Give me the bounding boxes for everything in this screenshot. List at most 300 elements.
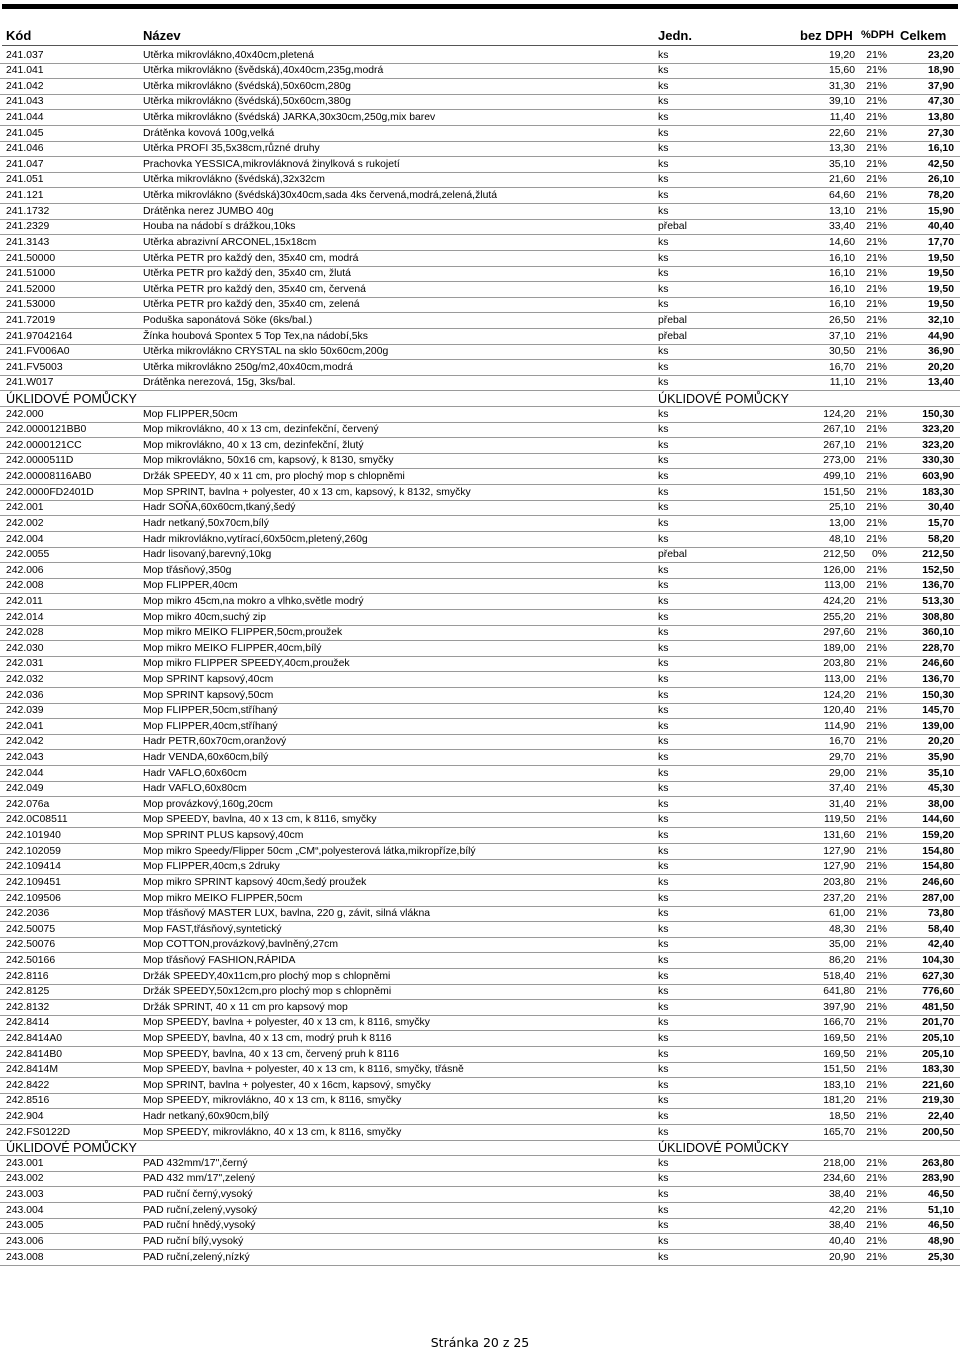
item-price: 234,60 <box>823 1173 855 1185</box>
item-unit: ks <box>658 1251 669 1263</box>
item-name: Mop SPRINT, bavlna + polyester, 40 x 16cm, kapsový, smyčky <box>143 1079 431 1091</box>
table-row <box>0 1234 960 1250</box>
item-price: 113,00 <box>823 580 855 592</box>
table-row <box>0 782 960 798</box>
item-price: 641,80 <box>823 986 855 998</box>
item-total: 19,50 <box>927 252 954 264</box>
item-vat: 21% <box>866 221 887 233</box>
item-code: 241.W017 <box>6 377 54 389</box>
item-code: 242.109451 <box>6 876 61 888</box>
item-name: Mop mikro 45cm,na mokro a vlhko,světle modrý <box>143 595 364 607</box>
item-total: 19,50 <box>927 299 954 311</box>
item-code: 241.121 <box>6 190 44 202</box>
item-name: Utěrka mikrovlákno 250g/m2,40x40cm,modrá <box>143 361 353 373</box>
item-vat: 21% <box>866 876 887 888</box>
item-name: Žínka houbová Spontex 5 Top Tex,na nádobí,5ks <box>143 330 368 342</box>
item-name: Mop mikro MEIKO FLIPPER,50cm,proužek <box>143 627 343 639</box>
item-code: 241.041 <box>6 65 44 77</box>
item-code: 242.8132 <box>6 1001 50 1013</box>
item-price: 181,20 <box>823 1095 855 1107</box>
item-unit: ks <box>658 65 669 77</box>
table-row <box>0 1000 960 1016</box>
item-price: 166,70 <box>823 1017 855 1029</box>
item-price: 126,00 <box>823 564 855 576</box>
item-total: 150,30 <box>922 689 954 701</box>
item-price: 37,10 <box>828 330 855 342</box>
item-unit: ks <box>658 486 669 498</box>
item-code: 241.043 <box>6 96 44 108</box>
item-name: Utěrka PROFI 35,5x38cm,různé druhy <box>143 143 320 155</box>
table-row <box>0 610 960 626</box>
item-code: 242.044 <box>6 767 44 779</box>
item-price: 64,60 <box>828 190 855 202</box>
item-name: Mop mikro Speedy/Flipper 50cm „CM“,polyesterová látka,mikropříze,bílý <box>143 845 476 857</box>
item-total: 776,60 <box>922 986 954 998</box>
item-unit: ks <box>658 658 669 670</box>
item-unit: ks <box>658 174 669 186</box>
table-row <box>0 438 960 454</box>
item-code: 241.042 <box>6 80 44 92</box>
item-total: 42,50 <box>927 158 954 170</box>
item-code: 241.037 <box>6 49 44 61</box>
item-name: Mop FLIPPER,50cm,stříhaný <box>143 705 278 717</box>
item-total: 104,30 <box>922 954 954 966</box>
item-code: 243.008 <box>6 1251 44 1263</box>
item-code: 241.3143 <box>6 236 50 248</box>
item-vat: 21% <box>866 252 887 264</box>
item-unit: ks <box>658 236 669 248</box>
table-header <box>0 0 960 48</box>
item-vat: 21% <box>866 845 887 857</box>
item-vat: 21% <box>866 174 887 186</box>
item-total: 205,10 <box>922 1048 954 1060</box>
item-name: Utěrka PETR pro každý den, 35x40 cm, červená <box>143 283 366 295</box>
table-row <box>0 329 960 345</box>
item-vat: 21% <box>866 705 887 717</box>
item-vat: 21% <box>866 330 887 342</box>
item-total: 26,10 <box>927 174 954 186</box>
item-name: Utěrka mikrovlákno (švédská) JARKA,30x30cm,250g,mix barev <box>143 112 436 124</box>
item-code: 242.0000121CC <box>6 439 82 451</box>
table-row <box>0 907 960 923</box>
table-row <box>0 142 960 158</box>
item-vat: 21% <box>866 502 887 514</box>
table-row <box>0 1203 960 1219</box>
item-price: 37,40 <box>828 783 855 795</box>
item-name: Utěrka mikrovlákno (švédská),32x32cm <box>143 174 325 186</box>
item-total: 47,30 <box>927 96 954 108</box>
item-code: 242.004 <box>6 533 44 545</box>
item-unit: ks <box>658 190 669 202</box>
item-unit: ks <box>658 1220 669 1232</box>
item-price: 11,10 <box>829 377 855 389</box>
item-unit: ks <box>658 970 669 982</box>
item-price: 21,60 <box>828 174 855 186</box>
item-name: Mop SPEEDY, bavlna, 40 x 13 cm, k 8116, smyčky <box>143 814 377 826</box>
table-row <box>0 641 960 657</box>
item-code: 242.101940 <box>6 830 61 842</box>
item-code: 242.0000FD2401D <box>6 486 94 498</box>
item-price: 31,40 <box>828 798 855 810</box>
item-total: 27,30 <box>927 127 954 139</box>
item-price: 18,50 <box>828 1111 855 1123</box>
item-price: 297,60 <box>823 627 855 639</box>
item-code: 241.046 <box>6 143 44 155</box>
item-unit: přebal <box>658 330 687 342</box>
item-name: PAD ruční hnědý,vysoký <box>143 1220 256 1232</box>
table-row <box>0 1156 960 1172</box>
item-total: 38,00 <box>927 798 954 810</box>
item-total: 40,40 <box>927 221 954 233</box>
item-price: 86,20 <box>828 954 855 966</box>
item-price: 127,90 <box>823 845 855 857</box>
item-code: 242.008 <box>6 580 44 592</box>
item-total: 35,10 <box>927 767 954 779</box>
item-total: 20,20 <box>927 736 954 748</box>
item-name: Utěrka mikrovlákno (švédská),50x60cm,280g <box>143 80 351 92</box>
table-row <box>0 1078 960 1094</box>
item-total: 73,80 <box>927 908 954 920</box>
item-total: 13,80 <box>927 112 954 124</box>
item-unit: ks <box>658 580 669 592</box>
table-row <box>0 1109 960 1125</box>
item-unit: ks <box>658 1095 669 1107</box>
item-total: 22,40 <box>927 1111 954 1123</box>
item-price: 13,10 <box>828 205 855 217</box>
item-code: 242.8414A0 <box>6 1033 63 1044</box>
item-name: Drátěnka kovová 100g,velká <box>143 127 275 139</box>
item-name: Hadr mikrovlákno,vytírací,60x50cm,pletený,260g <box>143 533 368 545</box>
col-kod: Kód <box>6 28 32 43</box>
item-name: Mop mikro SPRINT kapsový 40cm,šedý proužek <box>143 876 367 888</box>
item-unit: ks <box>658 377 669 389</box>
item-price: 237,20 <box>823 892 855 904</box>
item-name: PAD ruční,zelený,vysoký <box>143 1204 258 1216</box>
item-price: 14,60 <box>828 236 855 248</box>
item-name: Držák SPEEDY,40x11cm,pro plochý mop s chlopněmi <box>143 970 391 982</box>
item-code: 242.011 <box>6 595 43 607</box>
item-price: 169,50 <box>823 1048 855 1060</box>
table-row <box>0 110 960 126</box>
item-price: 16,10 <box>828 268 855 280</box>
item-unit: ks <box>658 611 669 623</box>
item-price: 38,40 <box>828 1189 855 1201</box>
table-row <box>0 579 960 595</box>
item-vat: 21% <box>866 627 887 639</box>
item-total: 246,60 <box>922 876 954 888</box>
section-title: ÚKLIDOVÉ POMŮCKY <box>6 1141 137 1156</box>
item-price: 113,00 <box>823 673 855 685</box>
item-total: 330,30 <box>922 455 954 467</box>
item-price: 39,10 <box>828 96 855 108</box>
section-title: ÚKLIDOVÉ POMŮCKY <box>6 392 137 407</box>
table-row <box>0 719 960 735</box>
item-code: 242.50076 <box>6 939 56 951</box>
table-row <box>0 657 960 673</box>
item-code: 242.8422 <box>6 1079 50 1091</box>
table-row <box>0 204 960 220</box>
item-total: 32,10 <box>927 314 954 326</box>
item-total: 20,20 <box>927 361 954 373</box>
item-unit: ks <box>658 1126 669 1138</box>
item-vat: 21% <box>866 830 887 842</box>
item-vat: 21% <box>866 767 887 779</box>
item-name: Mop mikro MEIKO FLIPPER,50cm <box>143 892 303 904</box>
table-row <box>0 376 960 392</box>
item-unit: ks <box>658 96 669 108</box>
item-price: 16,10 <box>828 299 855 311</box>
item-total: 144,60 <box>922 814 954 826</box>
item-name: Utěrka mikrovlákno CRYSTAL na sklo 50x60cm,200g <box>143 346 389 358</box>
item-price: 16,10 <box>828 283 855 295</box>
table-row <box>0 423 960 439</box>
item-unit: ks <box>658 1157 669 1169</box>
table-row <box>0 1187 960 1203</box>
item-name: Hadr SOŇA,60x60cm,tkaný,šedý <box>143 502 296 514</box>
item-name: Mop SPEEDY, bavlna, 40 x 13 cm, modrý pruh k 8116 <box>143 1033 392 1044</box>
item-total: 308,80 <box>922 611 954 623</box>
page-number: Stránka 20 z 25 <box>430 1335 530 1350</box>
item-vat: 21% <box>866 1251 887 1263</box>
item-name: Mop SPRINT kapsový,50cm <box>143 689 274 701</box>
item-code: 242.0C08511 <box>6 814 68 826</box>
item-price: 16,70 <box>828 736 855 748</box>
item-name: Mop FLIPPER,50cm <box>143 408 238 420</box>
item-code: 242.001 <box>6 502 44 514</box>
item-name: PAD 432mm/17",černý <box>143 1157 248 1169</box>
item-unit: ks <box>658 127 669 139</box>
item-total: 46,50 <box>927 1220 954 1232</box>
item-price: 22,60 <box>828 127 855 139</box>
item-unit: ks <box>658 876 669 888</box>
table-row <box>0 95 960 111</box>
item-price: 25,10 <box>828 502 855 514</box>
section-title: ÚKLIDOVÉ POMŮCKY <box>658 392 789 407</box>
item-price: 424,20 <box>823 595 855 607</box>
item-code: 242.014 <box>6 611 44 623</box>
item-total: 19,50 <box>927 283 954 295</box>
item-name: Mop FLIPPER,40cm <box>143 580 238 592</box>
item-total: 221,60 <box>922 1079 954 1091</box>
table-row <box>0 126 960 142</box>
item-code: 242.042 <box>6 736 44 748</box>
item-unit: ks <box>658 533 669 545</box>
item-name: Mop mikrovlákno, 40 x 13 cm, dezinfekční, žlutý <box>143 439 364 451</box>
item-code: 242.000 <box>6 408 44 420</box>
item-total: 603,90 <box>922 471 954 483</box>
item-unit: ks <box>658 346 669 358</box>
item-unit: ks <box>658 408 669 420</box>
item-vat: 21% <box>866 611 887 623</box>
table-row <box>0 1016 960 1032</box>
item-name: Hadr netkaný,50x70cm,bílý <box>143 517 269 529</box>
item-vat: 21% <box>866 236 887 248</box>
item-code: 242.FS0122D <box>6 1126 71 1138</box>
item-price: 203,80 <box>823 876 855 888</box>
col-nazev: Název <box>143 28 181 43</box>
item-price: 35,00 <box>828 939 855 951</box>
item-name: PAD ruční bílý,vysoký <box>143 1235 244 1247</box>
col-dph: %DPH <box>861 29 895 41</box>
item-vat: 21% <box>866 814 887 826</box>
item-code: 243.004 <box>6 1204 44 1216</box>
item-name: Mop mikrovlákno, 50x16 cm, kapsový, k 8130, smyčky <box>143 455 394 467</box>
item-total: 15,90 <box>927 205 954 217</box>
item-total: 513,30 <box>922 595 954 607</box>
col-bez-dph: bez DPH <box>800 28 853 43</box>
item-name: Hadr PETR,60x70cm,oranžový <box>143 736 287 748</box>
item-unit: ks <box>658 252 669 264</box>
table-row <box>0 735 960 751</box>
item-code: 242.036 <box>6 689 44 701</box>
item-unit: ks <box>658 705 669 717</box>
table-row <box>0 79 960 95</box>
item-vat: 21% <box>866 1001 887 1013</box>
table-row <box>0 173 960 189</box>
item-vat: 21% <box>866 1111 887 1123</box>
item-price: 35,10 <box>828 158 855 170</box>
item-name: Mop třásňový MASTER LUX, bavlna, 220 g, závit, silná vlákna <box>143 908 431 920</box>
table-row <box>0 860 960 876</box>
item-unit: ks <box>658 798 669 810</box>
item-vat: 21% <box>866 658 887 670</box>
item-unit: ks <box>658 736 669 748</box>
item-total: 37,90 <box>927 80 954 92</box>
header-bar <box>2 4 958 9</box>
item-vat: 21% <box>866 1220 887 1232</box>
item-unit: ks <box>658 158 669 170</box>
item-vat: 21% <box>866 190 887 202</box>
item-total: 35,90 <box>927 752 954 764</box>
item-price: 26,50 <box>828 314 855 326</box>
table-row <box>0 875 960 891</box>
item-vat: 21% <box>866 424 887 436</box>
item-unit: ks <box>658 361 669 373</box>
item-vat: 21% <box>866 439 887 451</box>
item-vat: 21% <box>866 1204 887 1216</box>
item-total: 283,90 <box>922 1173 954 1185</box>
item-vat: 21% <box>866 861 887 873</box>
item-total: 17,70 <box>927 236 954 248</box>
item-unit: ks <box>658 1235 669 1247</box>
table-row <box>0 1094 960 1110</box>
table-row <box>0 985 960 1001</box>
item-name: Utěrka PETR pro každý den, 35x40 cm, modrá <box>143 252 359 264</box>
item-total: 205,10 <box>922 1033 954 1044</box>
item-unit: ks <box>658 49 669 61</box>
item-code: 242.2036 <box>6 908 50 920</box>
item-total: 212,50 <box>922 549 954 561</box>
item-code: 241.1732 <box>6 205 50 217</box>
item-total: 287,00 <box>922 892 954 904</box>
table-row <box>0 1250 960 1266</box>
item-name: Držák SPRINT, 40 x 11 cm pro kapsový mop <box>143 1001 348 1013</box>
item-total: 145,70 <box>922 705 954 717</box>
table-row <box>0 235 960 251</box>
item-code: 242.8116 <box>6 970 49 982</box>
item-name: Houba na nádobí s drážkou,10ks <box>143 221 296 233</box>
item-vat: 21% <box>866 939 887 951</box>
item-total: 136,70 <box>922 673 954 685</box>
item-vat: 21% <box>866 361 887 373</box>
item-vat: 21% <box>866 1173 887 1185</box>
item-name: Mop SPEEDY, bavlna + polyester, 40 x 13 cm, k 8116, smyčky <box>143 1017 430 1029</box>
item-total: 30,40 <box>927 502 954 514</box>
item-total: 152,50 <box>922 564 954 576</box>
item-total: 58,20 <box>927 533 954 545</box>
item-name: Utěrka mikrovlákno (švédská)30x40cm,sada 4ks červená,modrá,zelená,žlutá <box>143 190 498 202</box>
item-price: 13,00 <box>828 517 855 529</box>
item-name: Hadr VAFLO,60x60cm <box>143 767 247 779</box>
item-code: 242.043 <box>6 752 44 764</box>
item-vat: 21% <box>866 377 887 389</box>
item-name: Utěrka mikrovlákno,40x40cm,pletená <box>143 49 314 61</box>
item-unit: ks <box>658 767 669 779</box>
item-code: 243.006 <box>6 1235 44 1247</box>
item-name: Mop SPRINT kapsový,40cm <box>143 673 274 685</box>
item-code: 242.0000511D <box>6 455 74 467</box>
item-vat: 21% <box>866 346 887 358</box>
item-unit: ks <box>658 143 669 155</box>
item-vat: 21% <box>866 1189 887 1201</box>
item-unit: ks <box>658 642 669 654</box>
item-name: Prachovka YESSICA,mikrovláknová žinylková s rukojetí <box>143 158 400 170</box>
item-unit: přebal <box>658 221 687 233</box>
table-row <box>0 922 960 938</box>
item-code: 242.102059 <box>6 845 61 857</box>
table-row <box>0 188 960 204</box>
item-unit: ks <box>658 830 669 842</box>
item-code: 241.72019 <box>6 314 56 326</box>
item-unit: ks <box>658 892 669 904</box>
item-name: Mop provázkový,160g,20cm <box>143 798 273 810</box>
item-vat: 21% <box>866 268 887 280</box>
item-name: Držák SPEEDY,50x12cm,pro plochý mop s chlopněmi <box>143 986 392 998</box>
item-unit: ks <box>658 845 669 857</box>
item-vat: 21% <box>866 970 887 982</box>
item-vat: 21% <box>866 673 887 685</box>
item-unit: ks <box>658 923 669 935</box>
item-unit: ks <box>658 939 669 951</box>
table-row <box>0 267 960 283</box>
table-row <box>0 64 960 80</box>
table-row <box>0 516 960 532</box>
item-total: 36,90 <box>927 346 954 358</box>
item-name: PAD ruční,zelený,nízký <box>143 1251 250 1263</box>
item-total: 13,40 <box>927 377 954 389</box>
item-vat: 21% <box>866 736 887 748</box>
item-unit: ks <box>658 564 669 576</box>
item-vat: 21% <box>866 205 887 217</box>
table-row <box>0 1219 960 1235</box>
item-code: 242.030 <box>6 642 44 654</box>
item-code: 242.109414 <box>6 861 61 873</box>
table-row <box>0 157 960 173</box>
table-row <box>0 48 960 64</box>
item-code: 242.0055 <box>6 549 50 561</box>
item-total: 360,10 <box>922 627 954 639</box>
table-row <box>0 844 960 860</box>
item-total: 246,60 <box>922 658 954 670</box>
item-price: 13,30 <box>828 143 855 155</box>
item-name: Utěrka mikrovlákno (švédská),50x60cm,380g <box>143 96 351 108</box>
item-unit: ks <box>658 205 669 217</box>
item-code: 242.8414B0 <box>6 1048 63 1060</box>
item-price: 119,50 <box>823 814 855 826</box>
table-row <box>0 563 960 579</box>
item-unit: ks <box>658 752 669 764</box>
item-unit: ks <box>658 1079 669 1091</box>
